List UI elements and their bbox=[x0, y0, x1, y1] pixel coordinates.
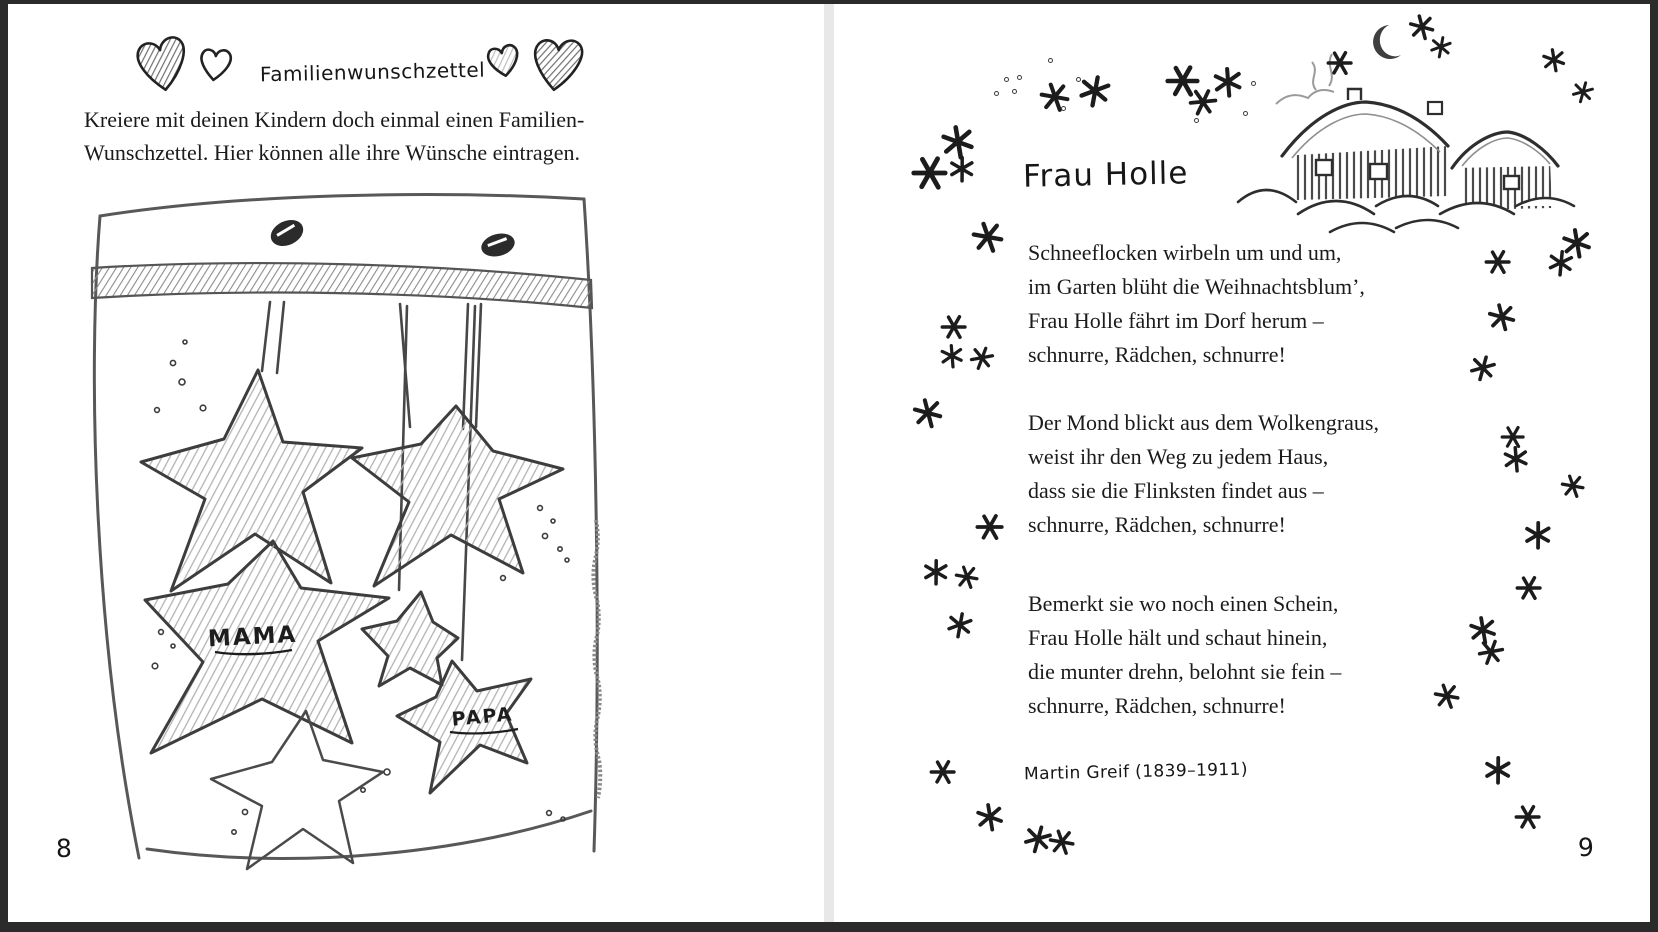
star-doodle bbox=[930, 759, 956, 785]
poem-line: Frau Holle hält und schaut hinein, bbox=[1028, 625, 1328, 650]
village-night-illustration bbox=[1205, 12, 1650, 237]
sketch-dot bbox=[1194, 118, 1199, 123]
poem-line: Frau Holle fährt im Dorf herum – bbox=[1028, 308, 1324, 333]
crescent-moon-icon bbox=[1373, 25, 1401, 59]
star-doodle bbox=[940, 344, 964, 368]
sketch-dot bbox=[1017, 75, 1022, 80]
paper-star-outline bbox=[211, 711, 383, 869]
star-doodle bbox=[1561, 474, 1585, 498]
intro-line: Kreiere mit deinen Kindern doch einmal einen Familien- bbox=[84, 107, 585, 132]
heart-icon bbox=[199, 48, 231, 81]
left-page-number: 8 bbox=[55, 833, 73, 864]
star-doodle bbox=[1515, 804, 1541, 830]
star-doodle bbox=[976, 803, 1004, 831]
star-doodle bbox=[1485, 249, 1511, 275]
star-doodle bbox=[1524, 521, 1552, 549]
poem-line: Schneeflocken wirbeln um und um, bbox=[1028, 240, 1342, 265]
star-doodle bbox=[923, 559, 949, 585]
heart-icon bbox=[531, 36, 583, 92]
star-doodle bbox=[947, 612, 973, 638]
star-doodle bbox=[1434, 683, 1460, 709]
paper-star bbox=[141, 370, 362, 591]
poem-line: schnurre, Rädchen, schnurre! bbox=[1028, 342, 1286, 367]
star-doodle bbox=[1542, 48, 1566, 72]
star-doodle bbox=[1327, 50, 1353, 76]
star-doodle bbox=[1049, 829, 1075, 855]
star-doodle bbox=[1503, 446, 1529, 472]
screw-icon bbox=[267, 215, 308, 251]
poem-line: Bemerkt sie wo noch einen Schein, bbox=[1028, 591, 1339, 616]
star-doodle bbox=[1548, 250, 1574, 276]
wishlist-poster-illustration bbox=[38, 182, 613, 872]
poem-line: die munter drehn, belohnt sie fein – bbox=[1028, 659, 1342, 684]
star-doodle bbox=[912, 155, 948, 191]
poem-line: schnurre, Rädchen, schnurre! bbox=[1028, 512, 1286, 537]
poem-line: dass sie die Flinksten findet aus – bbox=[1028, 478, 1324, 503]
star-doodle bbox=[1079, 75, 1111, 107]
star-doodle bbox=[955, 565, 979, 589]
right-page-title: Frau Holle bbox=[1022, 155, 1189, 195]
poem-attribution: Martin Greif (1839–1911) bbox=[1023, 759, 1249, 785]
hanging-bar bbox=[92, 263, 592, 308]
star-doodle bbox=[1189, 88, 1217, 116]
sketch-dot bbox=[1251, 81, 1256, 86]
left-page-title: Familienwunschzettel bbox=[259, 57, 486, 87]
star-doodle bbox=[1024, 825, 1052, 853]
star-doodle bbox=[1213, 67, 1243, 97]
papa-star-label: PAPA bbox=[450, 703, 515, 731]
poem-line: im Garten blüht die Weihnachtsblum’, bbox=[1028, 274, 1365, 299]
star-doodle bbox=[913, 398, 943, 428]
chimney-smoke bbox=[1276, 54, 1334, 104]
star-doodle bbox=[1430, 36, 1452, 58]
star-doodle bbox=[970, 346, 994, 370]
star-doodle bbox=[1516, 575, 1542, 601]
poem-line: Der Mond blickt aus dem Wolkengraus, bbox=[1028, 410, 1379, 435]
sketch-dot bbox=[994, 91, 999, 96]
star-doodle bbox=[1488, 303, 1516, 331]
sketch-dot bbox=[1061, 106, 1066, 111]
sketch-dot bbox=[1076, 77, 1081, 82]
sketch-dot bbox=[1243, 111, 1248, 116]
star-doodle bbox=[1478, 639, 1504, 665]
sketch-dot bbox=[1048, 58, 1053, 63]
star-doodle bbox=[1484, 756, 1512, 784]
star-doodle bbox=[976, 513, 1004, 541]
star-doodle bbox=[941, 125, 975, 159]
star-doodle bbox=[1572, 81, 1594, 103]
house-sketch bbox=[1282, 89, 1448, 200]
poem-stanza-1 bbox=[1028, 236, 1365, 372]
heart-icon bbox=[487, 44, 521, 78]
sketch-dot bbox=[1012, 89, 1017, 94]
star-doodle bbox=[949, 156, 975, 182]
paper-star bbox=[352, 406, 563, 586]
heart-icon bbox=[136, 36, 189, 93]
screw-icon bbox=[479, 230, 518, 260]
left-page-intro bbox=[84, 103, 584, 169]
right-page-number: 9 bbox=[1577, 832, 1595, 863]
intro-line: Wunschzettel. Hier können alle ihre Wünsche eintragen. bbox=[84, 140, 580, 165]
poem-line: weist ihr den Weg zu jedem Haus, bbox=[1028, 444, 1329, 469]
star-doodle bbox=[972, 221, 1004, 253]
page-gutter bbox=[824, 4, 834, 922]
mama-star-label: MAMA bbox=[207, 621, 298, 653]
sketch-dot bbox=[1004, 77, 1009, 82]
poem-stanza-2 bbox=[1028, 406, 1379, 542]
star-doodle bbox=[941, 314, 967, 340]
star-doodle bbox=[1470, 355, 1496, 381]
poem-stanza-3 bbox=[1028, 587, 1341, 723]
poem-line: schnurre, Rädchen, schnurre! bbox=[1028, 693, 1286, 718]
